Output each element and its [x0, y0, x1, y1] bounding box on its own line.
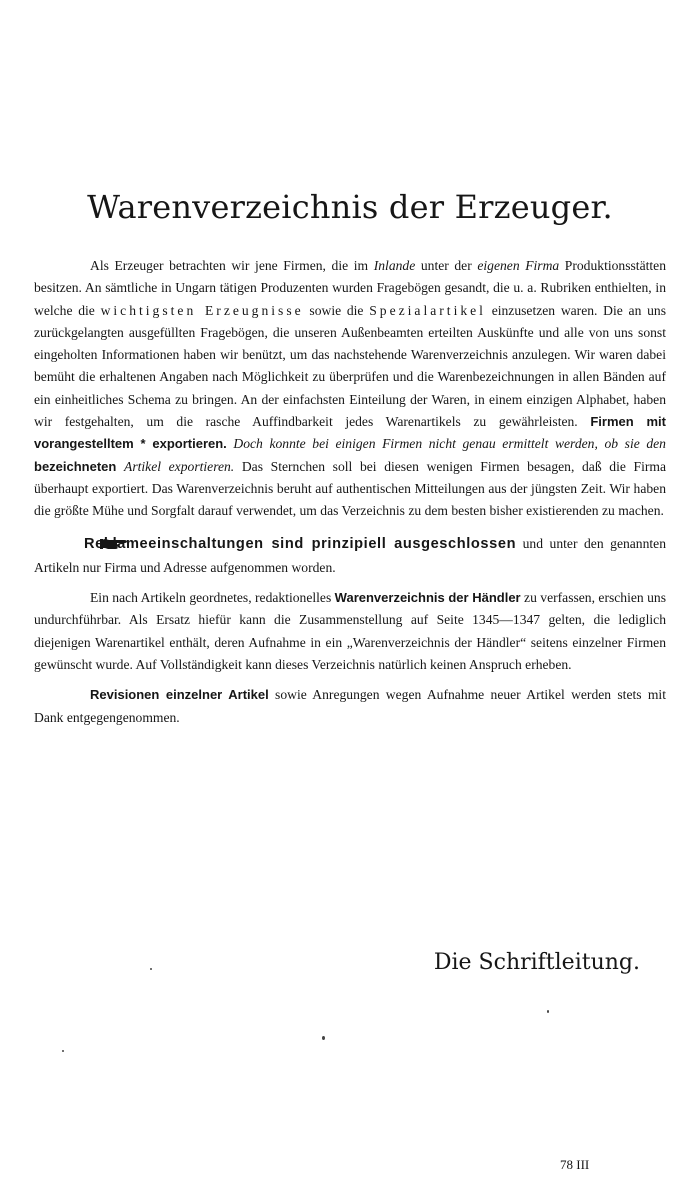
paragraph-dealers: [34, 587, 666, 676]
emphasis: eigenen Firma: [477, 258, 560, 273]
text-run: sowie die: [303, 302, 370, 318]
text-run: zu verfassen, erschien uns undurchführbar. Als Ersatz hiefür kann die Zusammenstellung auf Seite 1345—1347 gelten, die lediglich diejenigen Warenartikel enthält, deren Aufnahme in ein „Warenverzeichnis der Händler“ seitens einzelner Firmen gewünscht wurde. Auf Vollständigkeit kann dieses Verzeichnis natürlich keinen Anspruch erheben.: [34, 590, 666, 673]
print-speck: [322, 1036, 325, 1040]
text-run: einzusetzen waren. Die an uns zurückgelangten ausgefüllten Fragebögen, die unseren Außenbeamten erteilten Auskünfte und alle von uns sonst eingeholten Informationen haben wir benützt, um das nachstehende Warenverzeichnis anzulegen. Wir waren dabei bemüht die erhaltenen Angaben nach Möglichkeit zu überprüfen und die Warenbezeichnungen in allen Bänden auf ein einheitliches Schema zu bringen. An der einfachsten Einteilung der Waren, in einem einzigen Alphabet, haben wir festgehalten, um die rasche Auffindbarkeit jedes Warenartikels zu gewährleisten.: [34, 302, 666, 430]
spaced-emphasis: wichtigsten Erzeugnisse: [100, 302, 304, 318]
body-text: [34, 255, 666, 729]
text-run: Ein nach Artikeln geordnetes, redaktionelles: [90, 590, 335, 606]
spaced-emphasis: Spezialartikel: [369, 302, 486, 318]
paragraph-advertising: [34, 533, 666, 580]
text-run: Als Erzeuger betrachten wir jene Firmen, die im: [90, 258, 374, 273]
text-run: unter der: [415, 258, 478, 273]
print-speck: [150, 968, 152, 970]
emphasis: Doch konnte bei einigen Firmen nicht genau ermittelt werden, ob sie den: [233, 436, 666, 452]
bold-notice: Firmen mit vorangestelltem * exportieren.: [34, 414, 666, 452]
bold-notice: Warenverzeichnis der Händler: [334, 590, 521, 606]
emphasis: Artikel exportieren.: [124, 458, 235, 474]
text-run: Das Sternchen soll bei diesen wenigen Firmen besagen, daß die Firma überhaupt exportiert. Das Warenverzeichnis beruht auf authentischen Mitteilungen aus der jüngsten Zeit. Wir haben die größte Mühe und Sorgfalt darauf verwendet, um das Verzeichnis zu dem besten bisher existierenden zu machen.: [34, 458, 667, 519]
signature: Die Schriftleitung.: [433, 950, 640, 975]
text-run: [116, 459, 124, 474]
print-speck: [547, 1010, 549, 1013]
emphasis: Inlande: [373, 258, 416, 273]
bold-notice: bezeichneten: [34, 458, 117, 474]
paragraph-revisions: [34, 684, 666, 729]
page-title: Warenverzeichnis der Erzeuger.: [87, 188, 613, 226]
text-run: und unter den genannten Artikeln nur Firma und Adresse aufgenommen worden.: [34, 535, 667, 575]
bold-notice: Reklameeinschaltungen sind prinzipiell ausgeschlossen: [84, 535, 517, 552]
page-number: 78 III: [560, 1157, 590, 1172]
text-run: sowie Anregungen wegen Aufnahme neuer Artikel werden stets mit Dank entgegengenommen.: [34, 687, 666, 725]
paragraph-intro: [34, 255, 666, 523]
bold-notice: Revisionen einzelner Artikel: [90, 687, 269, 703]
print-speck: [62, 1050, 64, 1052]
text-run: Produktionsstätten besitzen. An sämtliche in Ungarn tätigen Produzenten wurden Fragebögen gesandt, die u. a. Rubriken enthielten, in welche die: [34, 258, 666, 318]
pointing-hand-icon: [50, 535, 80, 557]
